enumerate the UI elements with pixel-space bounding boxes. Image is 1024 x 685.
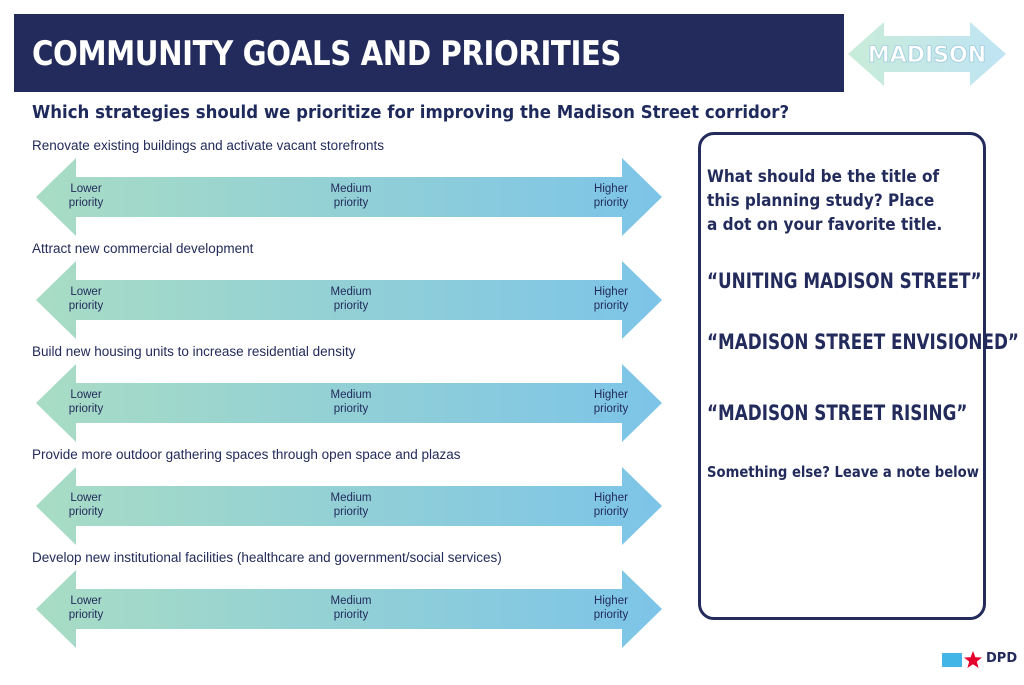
scale-label-high — [571, 491, 651, 519]
scale-label-high-line2: priority — [593, 300, 629, 312]
scale-label-low-line2: priority — [68, 403, 104, 415]
scale-label-mid — [311, 491, 391, 519]
scale-label-high-line2: priority — [593, 197, 629, 209]
strategy-label: Build new housing units to increase residential density — [32, 344, 356, 359]
scale-label-low — [46, 285, 126, 313]
priority-scale-arrow[interactable] — [36, 158, 664, 236]
scale-label-high-line1: Higher — [594, 595, 628, 607]
page-title: COMMUNITY GOALS AND PRIORITIES — [32, 34, 622, 74]
scale-label-high — [571, 594, 651, 622]
scale-label-low-line2: priority — [68, 609, 104, 621]
scale-label-high — [571, 285, 651, 313]
scale-label-high — [571, 182, 651, 210]
scale-label-high-line1: Higher — [594, 183, 628, 195]
title-poll-question: What should be the title of this planning study? Place a dot on your favorite title. — [707, 167, 943, 235]
madison-logo-arrow-icon — [846, 18, 1008, 90]
priority-scale-arrow[interactable] — [36, 364, 664, 442]
scale-label-high-line1: Higher — [594, 389, 628, 401]
scale-label-mid-line1: Medium — [330, 595, 372, 607]
scale-label-low — [46, 388, 126, 416]
scale-label-low — [46, 594, 126, 622]
scale-label-mid-line2: priority — [333, 403, 369, 415]
scale-label-mid — [311, 182, 391, 210]
scale-label-high-line1: Higher — [594, 286, 628, 298]
priority-scale-arrow[interactable] — [36, 261, 664, 339]
scale-label-high — [571, 388, 651, 416]
scale-label-low-line1: Lower — [70, 183, 102, 195]
strategy-label: Attract new commercial development — [32, 241, 254, 256]
strategy-label: Renovate existing buildings and activate vacant storefronts — [32, 138, 384, 153]
madison-logo — [846, 18, 1008, 90]
scale-label-mid-line2: priority — [333, 609, 369, 621]
scale-label-low-line2: priority — [68, 300, 104, 312]
priority-scale-arrow[interactable] — [36, 467, 664, 545]
scale-label-mid-line2: priority — [333, 506, 369, 518]
logo-text: MADISON — [867, 43, 987, 68]
scale-label-low — [46, 491, 126, 519]
strategy-label: Provide more outdoor gathering spaces through open space and plazas — [32, 447, 461, 462]
title-poll-panel — [698, 132, 1019, 620]
scale-label-mid-line1: Medium — [330, 286, 372, 298]
scale-label-mid-line2: priority — [333, 197, 369, 209]
dpd-logo — [942, 650, 1018, 670]
scale-label-low-line1: Lower — [70, 286, 102, 298]
priority-scale-arrow[interactable] — [36, 570, 664, 648]
scale-label-low — [46, 182, 126, 210]
scale-label-low-line1: Lower — [70, 492, 102, 504]
title-option-envisioned[interactable]: “MADISON STREET ENVISIONED” — [707, 330, 1019, 354]
scale-label-low-line1: Lower — [70, 595, 102, 607]
strategy-label: Develop new institutional facilities (healthcare and government/social services) — [32, 550, 502, 565]
scale-label-mid — [311, 388, 391, 416]
scale-label-high-line2: priority — [593, 609, 629, 621]
title-option-uniting[interactable]: “UNITING MADISON STREET” — [707, 269, 982, 293]
dpd-text: DPD — [986, 651, 1018, 666]
scale-label-mid-line1: Medium — [330, 183, 372, 195]
chicago-flag-icon — [942, 650, 984, 670]
scale-label-high-line1: Higher — [594, 492, 628, 504]
scale-label-mid — [311, 594, 391, 622]
scale-label-low-line2: priority — [68, 506, 104, 518]
scale-label-low-line1: Lower — [70, 389, 102, 401]
header-banner — [14, 14, 844, 92]
title-poll-other-note: Something else? Leave a note below — [707, 463, 979, 481]
scale-label-low-line2: priority — [68, 197, 104, 209]
scale-label-high-line2: priority — [593, 506, 629, 518]
scale-label-mid-line1: Medium — [330, 492, 372, 504]
main-question: Which strategies should we prioritize for improving the Madison Street corridor? — [32, 102, 790, 123]
scale-label-mid — [311, 285, 391, 313]
title-option-rising[interactable]: “MADISON STREET RISING” — [707, 401, 968, 425]
scale-label-mid-line2: priority — [333, 300, 369, 312]
scale-label-mid-line1: Medium — [330, 389, 372, 401]
scale-label-high-line2: priority — [593, 403, 629, 415]
